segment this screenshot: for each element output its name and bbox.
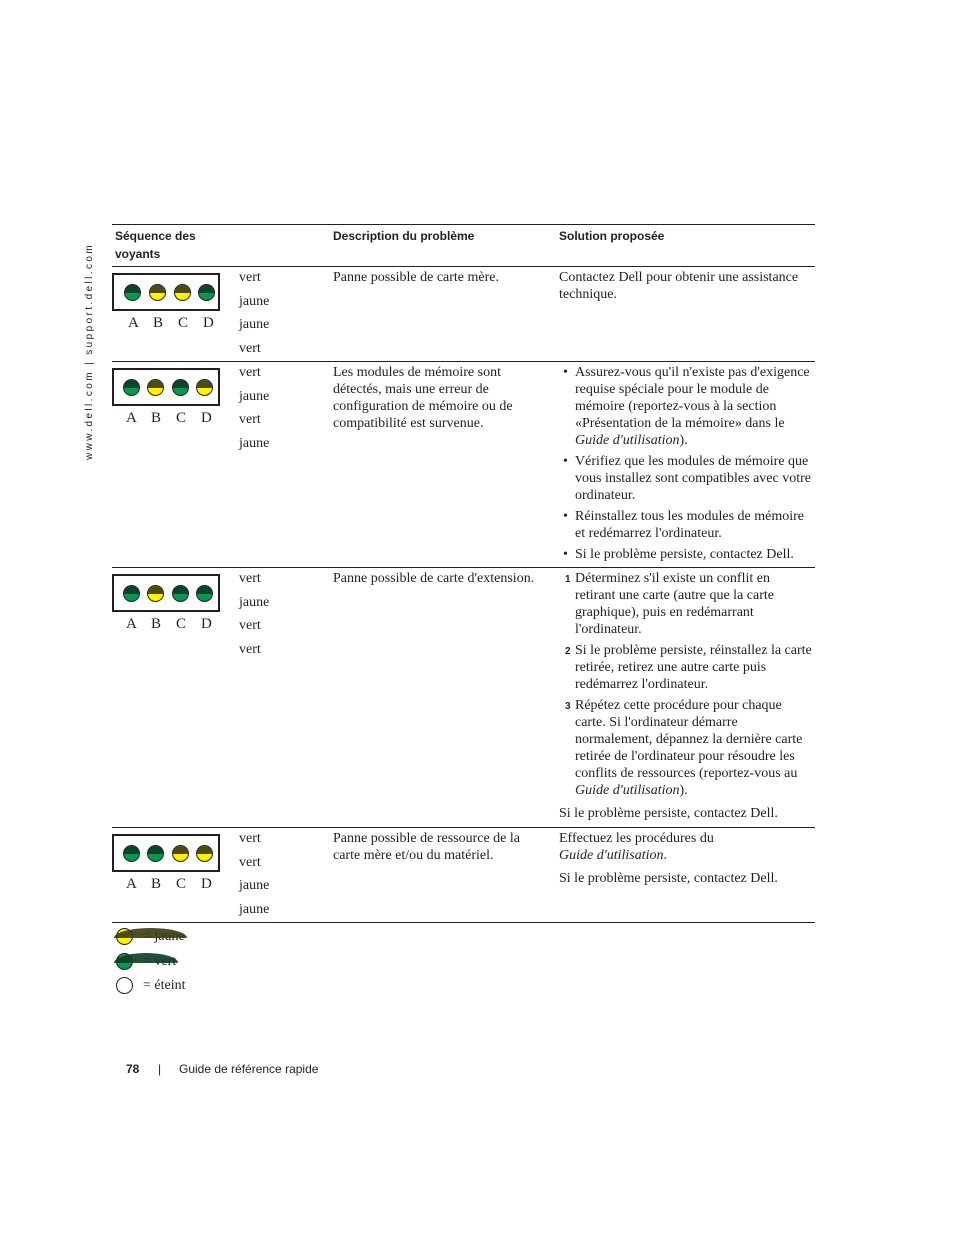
led-letter: D bbox=[201, 616, 212, 632]
step-text: Déterminez s'il existe un conflit en retirant une carte (autre que la carte graphique), puis en redémarrant l'ordinateur. bbox=[575, 571, 774, 637]
color-item: vert bbox=[239, 831, 261, 846]
color-item: vert bbox=[239, 571, 261, 586]
color-item: jaune bbox=[239, 594, 270, 610]
led-b-green bbox=[147, 845, 164, 862]
led-d-green bbox=[196, 585, 213, 602]
bullet-icon: • bbox=[563, 547, 568, 562]
led-b-yellow bbox=[149, 284, 166, 301]
solution bbox=[559, 364, 813, 567]
led-letters bbox=[128, 315, 228, 332]
solution-followup: Si le problème persiste, contactez Dell. bbox=[559, 871, 778, 886]
color-item: jaune bbox=[239, 293, 270, 309]
led-a-green bbox=[124, 284, 141, 301]
solution-text: Contactez Dell pour obtenir une assistance technique. bbox=[559, 270, 799, 302]
led-letters bbox=[126, 410, 226, 427]
color-item: jaune bbox=[239, 435, 270, 451]
bullet-text: Vérifiez que les modules de mémoire que vous installez sont compatibles avec votre ordinateur. bbox=[575, 454, 811, 503]
step-text: Répétez cette procédure pour chaque carte. Si l'ordinateur démarre normalement, dépannez la dernière carte retirée de l'ordinateur pour résoudre les conflits de ressources (reportez-vous au bbox=[575, 698, 803, 781]
led-letter: C bbox=[176, 410, 187, 426]
color-item: vert bbox=[239, 641, 261, 657]
step-number: 2 bbox=[565, 646, 571, 657]
table-row bbox=[112, 362, 815, 567]
list-item bbox=[559, 453, 813, 504]
bullet-icon: • bbox=[563, 454, 568, 469]
color-list bbox=[239, 361, 269, 455]
led-letter: C bbox=[176, 876, 187, 892]
color-item: vert bbox=[239, 618, 261, 633]
step-emphasis: Guide d'utilisation bbox=[575, 783, 680, 798]
solution bbox=[559, 830, 813, 891]
led-letters bbox=[126, 616, 226, 633]
solution-emphasis: Guide d'utilisation bbox=[559, 848, 664, 863]
led-a-green bbox=[123, 585, 140, 602]
led-a-green bbox=[123, 379, 140, 396]
color-item: vert bbox=[239, 365, 261, 380]
color-item: vert bbox=[239, 412, 261, 427]
led-letter: B bbox=[151, 876, 162, 892]
list-item bbox=[559, 546, 813, 563]
led-letter: B bbox=[151, 616, 162, 632]
color-item: vert bbox=[239, 854, 261, 870]
color-item: jaune bbox=[239, 901, 270, 917]
color-item: vert bbox=[239, 340, 261, 356]
list-item bbox=[559, 364, 813, 449]
off-led-icon bbox=[116, 977, 133, 994]
solution bbox=[559, 269, 813, 307]
solution-text bbox=[559, 830, 813, 864]
step-tail: ). bbox=[679, 783, 688, 798]
problem-description: Panne possible de ressource de la carte mère et/ou du matériel. bbox=[333, 831, 520, 863]
table-row bbox=[112, 828, 815, 922]
led-letter: D bbox=[201, 876, 212, 892]
led-letter: A bbox=[128, 315, 139, 331]
bullet-icon: • bbox=[563, 365, 568, 380]
header-description: Description du problème bbox=[333, 229, 475, 243]
green-led-icon bbox=[116, 953, 133, 970]
table-bottom-rule bbox=[112, 922, 815, 923]
footer-separator: | bbox=[158, 1062, 162, 1076]
page-number: 78 bbox=[126, 1062, 140, 1076]
legend-label: = éteint bbox=[143, 977, 186, 993]
led-letter: D bbox=[203, 315, 214, 331]
solution-steps bbox=[559, 570, 813, 799]
problem-description: Panne possible de carte mère. bbox=[333, 270, 499, 285]
table-row bbox=[112, 568, 815, 827]
led-b-yellow bbox=[147, 585, 164, 602]
led-d-green bbox=[198, 284, 215, 301]
list-item bbox=[559, 642, 813, 693]
led-a-green bbox=[123, 845, 140, 862]
led-panel bbox=[112, 834, 220, 872]
color-list bbox=[239, 827, 269, 921]
led-c-green bbox=[172, 585, 189, 602]
step-number: 1 bbox=[565, 574, 571, 585]
yellow-led-icon bbox=[116, 928, 133, 945]
bullet-tail: ). bbox=[679, 433, 688, 448]
bullet-icon: • bbox=[563, 509, 568, 524]
bullet-text: Assurez-vous qu'il n'existe pas d'exigence requise spéciale pour le module de mémoire (reportez-vous à la section «Présentation de la mémoire» dans le bbox=[575, 365, 810, 431]
side-url-text: www.dell.com | support.dell.com bbox=[84, 242, 95, 460]
color-list bbox=[239, 266, 269, 360]
problem-description: Les modules de mémoire sont détectés, mais une erreur de configuration de mémoire ou de compatibilité est survenue. bbox=[333, 365, 513, 431]
color-item: jaune bbox=[239, 388, 270, 404]
step-text: Si le problème persiste, réinstallez la carte retirée, retirez une autre carte puis redémarrez l'ordinateur. bbox=[575, 643, 812, 692]
header-solution: Solution proposée bbox=[559, 229, 665, 243]
list-item bbox=[559, 697, 813, 799]
led-panel bbox=[112, 273, 220, 311]
legend-item-off bbox=[116, 977, 186, 997]
led-letter: B bbox=[151, 410, 162, 426]
led-d-yellow bbox=[196, 845, 213, 862]
color-item: jaune bbox=[239, 878, 270, 893]
led-d-yellow bbox=[196, 379, 213, 396]
list-item bbox=[559, 570, 813, 638]
table-row bbox=[112, 267, 815, 361]
led-c-green bbox=[172, 379, 189, 396]
legend-item-yellow bbox=[116, 928, 185, 948]
header-sequence: Séquence des voyants bbox=[115, 229, 196, 261]
led-letters bbox=[126, 876, 226, 893]
bullet-text: Réinstallez tous les modules de mémoire et redémarrez l'ordinateur. bbox=[575, 509, 805, 541]
led-letter: C bbox=[176, 616, 187, 632]
led-c-yellow bbox=[174, 284, 191, 301]
bullet-emphasis: Guide d'utilisation bbox=[575, 433, 680, 448]
color-item: jaune bbox=[239, 317, 270, 332]
led-letter: D bbox=[201, 410, 212, 426]
table-top-rule bbox=[112, 224, 815, 225]
bullet-text: Si le problème persiste, contactez Dell. bbox=[575, 547, 794, 562]
legend-item-green bbox=[116, 953, 176, 973]
solution-followup: Si le problème persiste, contactez Dell. bbox=[559, 806, 778, 821]
led-letter: A bbox=[126, 616, 137, 632]
solution-intro: Effectuez les procédures du bbox=[559, 831, 714, 846]
color-item: vert bbox=[239, 270, 261, 285]
step-number: 3 bbox=[565, 701, 571, 712]
led-panel bbox=[112, 368, 220, 406]
led-letter: A bbox=[126, 410, 137, 426]
led-letter: A bbox=[126, 876, 137, 892]
color-list bbox=[239, 567, 269, 661]
led-panel bbox=[112, 574, 220, 612]
led-c-yellow bbox=[172, 845, 189, 862]
problem-description: Panne possible de carte d'extension. bbox=[333, 571, 535, 586]
solution-tail: . bbox=[663, 848, 667, 863]
solution-bullets bbox=[559, 364, 813, 563]
solution bbox=[559, 570, 813, 826]
side-url bbox=[83, 222, 97, 460]
led-letter: B bbox=[153, 315, 164, 331]
led-letter: C bbox=[178, 315, 189, 331]
list-item bbox=[559, 508, 813, 542]
led-b-yellow bbox=[147, 379, 164, 396]
footer-title: Guide de référence rapide bbox=[179, 1062, 319, 1076]
